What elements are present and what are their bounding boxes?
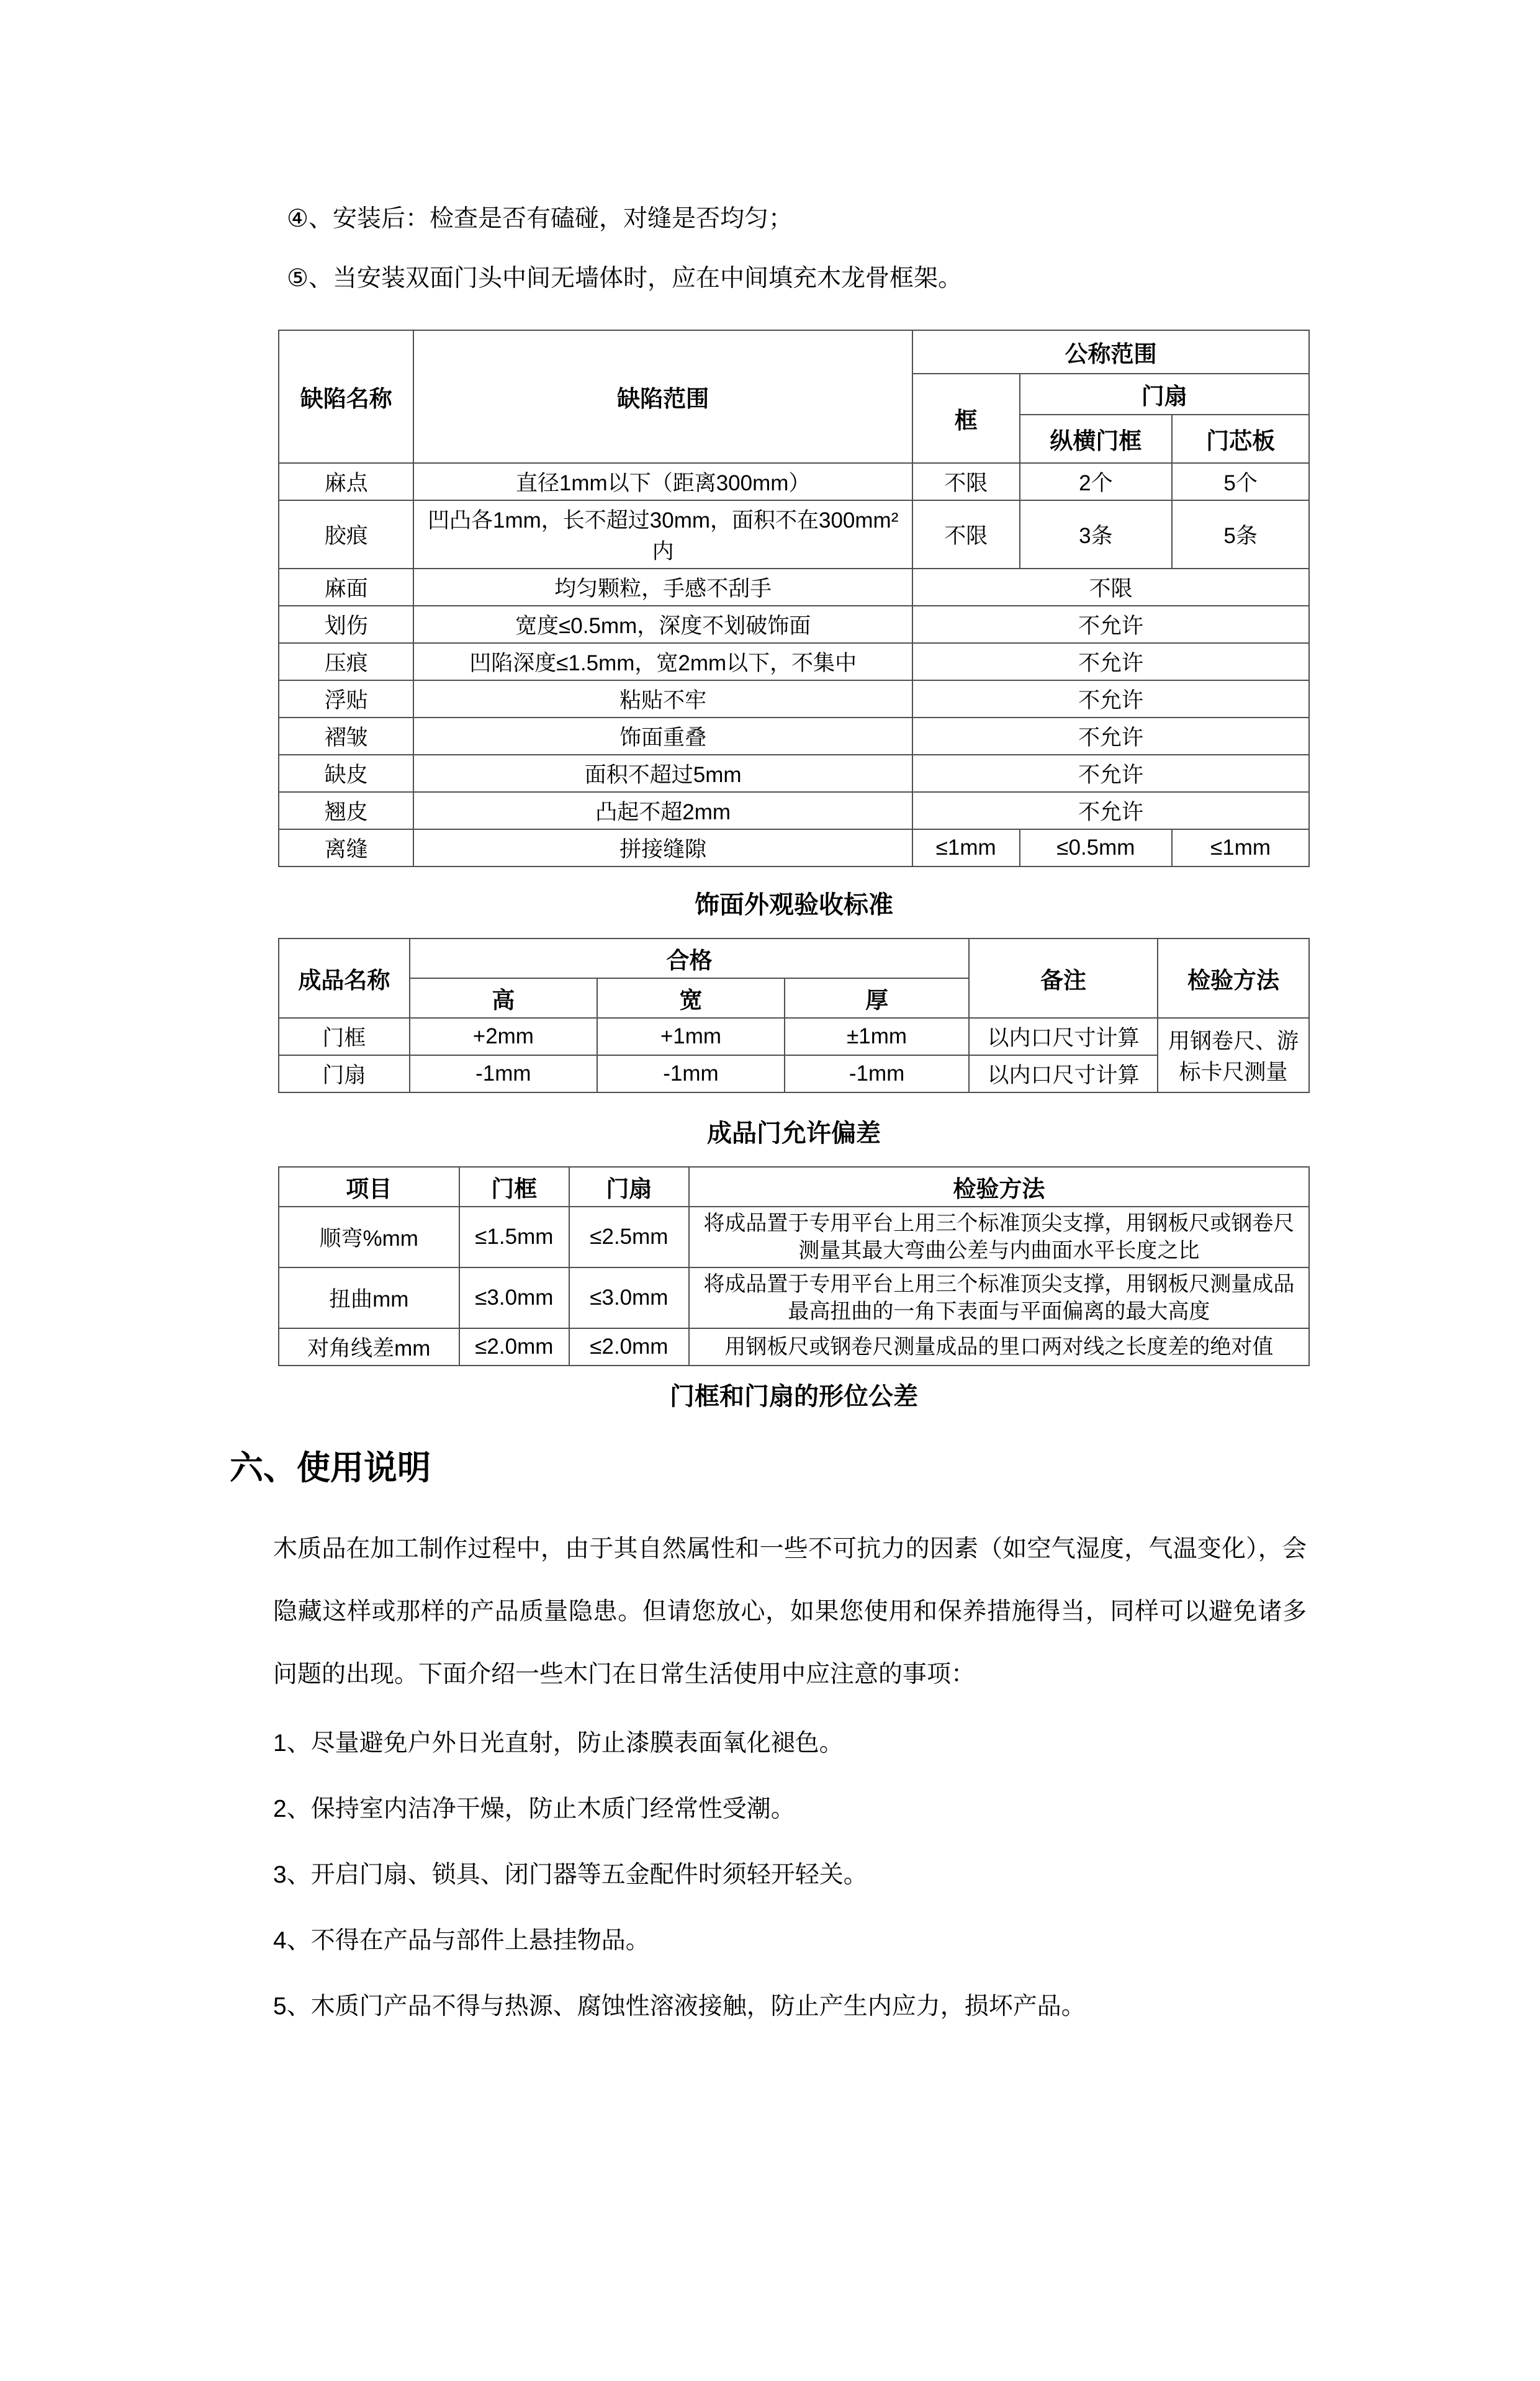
header-cell-door-frame: 门框 [459, 1167, 570, 1207]
table-row [279, 1207, 1309, 1267]
table-cell: 缺皮 [279, 755, 413, 792]
header-cell-thickness: 厚 [785, 978, 969, 1018]
table-cell: 压痕 [279, 643, 413, 680]
list-item: 4、不得在产品与部件上悬挂物品。 [273, 1927, 650, 1954]
table-row [279, 1018, 1309, 1055]
table-row [279, 829, 1309, 866]
table-cell: 宽度≤0.5mm，深度不划破饰面 [413, 606, 912, 643]
table-cell: ≤2.0mm [459, 1328, 570, 1366]
table-cell: -1mm [410, 1055, 597, 1092]
table-cell: 直径1mm以下（距离300mm） [413, 463, 912, 500]
table-cell: 不限 [912, 569, 1309, 606]
table-cell: ≤3.0mm [459, 1267, 570, 1328]
header-cell-core-panel: 门芯板 [1172, 415, 1309, 463]
table-row [279, 606, 1309, 643]
table-cell: 扭曲mm [279, 1267, 459, 1328]
table-cell: 不允许 [912, 718, 1309, 755]
table-cell: 2个 [1020, 463, 1173, 500]
table-cell: 翘皮 [279, 792, 413, 829]
table-row [279, 718, 1309, 755]
table-cell: 拼接缝隙 [413, 829, 912, 866]
table-row [279, 643, 1309, 680]
table-cell: 饰面重叠 [413, 718, 912, 755]
table-cell: ≤3.0mm [569, 1267, 689, 1328]
table-cell: ≤2.0mm [569, 1328, 689, 1366]
table-cell: 用钢卷尺、游标卡尺测量 [1158, 1018, 1309, 1092]
header-cell-vh-frame: 纵横门框 [1020, 415, 1173, 463]
table-cell: 不限 [912, 463, 1020, 500]
table-cell: 不允许 [912, 680, 1309, 718]
table-cell: ≤1mm [912, 829, 1020, 866]
table-cell: ±1mm [785, 1018, 969, 1055]
header-cell-nominal-range: 公称范围 [912, 330, 1309, 374]
deviation-table [278, 938, 1310, 1093]
table-cell: 划伤 [279, 606, 413, 643]
table-row [279, 792, 1309, 829]
table-cell: 不允许 [912, 606, 1309, 643]
table-cell: 门扇 [279, 1055, 410, 1092]
header-cell-product-name: 成品名称 [279, 938, 410, 1018]
table-cell: -1mm [785, 1055, 969, 1092]
usage-intro-paragraph: 木质品在加工制作过程中，由于其自然属性和一些不可抗力的因素（如空气湿度，气温变化），会隐藏这样或那样的产品质量隐患。但请您放心，如果您使用和保养措施得当，同样可以避免诸多问题的出现。下面介绍一些木门在日常生活使用中应注意的事项： [273, 1536, 1307, 1688]
table-cell: 不允许 [912, 643, 1309, 680]
table-cell: 将成品置于专用平台上用三个标准顶尖支撑，用钢板尺测量成品最高扭曲的一角下表面与平面偏离的最大高度 [689, 1267, 1309, 1328]
header-cell-defect-range: 缺陷范围 [413, 330, 912, 463]
table-cell: 不限 [912, 500, 1020, 569]
table-cell: 凸起不超2mm [413, 792, 912, 829]
table-cell: 不允许 [912, 792, 1309, 829]
header-cell-qualified: 合格 [410, 938, 969, 978]
table-cell: 3条 [1020, 500, 1173, 569]
table-cell: 麻点 [279, 463, 413, 500]
table-cell: 5个 [1172, 463, 1309, 500]
header-cell-door-leaf: 门扇 [1020, 374, 1309, 415]
header-cell-frame: 框 [912, 374, 1020, 463]
table-cell: 5条 [1172, 500, 1309, 569]
header-cell-height: 高 [410, 978, 597, 1018]
note-item-5: ⑤、当安装双面门头中间无墙体时，应在中间填充木龙骨框架。 [287, 265, 962, 292]
table-row [279, 755, 1309, 792]
header-cell-item: 项目 [279, 1167, 459, 1207]
table-row [279, 569, 1309, 606]
note-item-4: ④、安装后：检查是否有磕碰，对缝是否均匀； [287, 205, 793, 232]
table-cell: 将成品置于专用平台上用三个标准顶尖支撑，用钢板尺或钢卷尺测量其最大弯曲公差与内曲面水平长度之比 [689, 1207, 1309, 1267]
tables-section [278, 330, 1310, 1412]
table-row [279, 463, 1309, 500]
list-item: 3、开启门扇、锁具、闭门器等五金配件时须轻开轻关。 [273, 1861, 868, 1888]
table-row [279, 1267, 1309, 1328]
table-cell: 用钢板尺或钢卷尺测量成品的里口两对线之长度差的绝对值 [689, 1328, 1309, 1366]
section-title: 六、使用说明 [230, 1449, 431, 1487]
table-cell: 浮贴 [279, 680, 413, 718]
table-cell: -1mm [597, 1055, 785, 1092]
table-cell: 以内口尺寸计算 [969, 1018, 1158, 1055]
table-row [279, 680, 1309, 718]
table-cell: 不允许 [912, 755, 1309, 792]
list-item: 2、保持室内洁净干燥，防止木质门经常性受潮。 [273, 1796, 795, 1822]
table-cell: 麻面 [279, 569, 413, 606]
table-cell: 以内口尺寸计算 [969, 1055, 1158, 1092]
table-cell: ≤1mm [1172, 829, 1309, 866]
table-cell: 离缝 [279, 829, 413, 866]
header-cell-width: 宽 [597, 978, 785, 1018]
install-check-notes [287, 204, 1540, 294]
table-cell: +2mm [410, 1018, 597, 1055]
table-row [279, 1055, 1309, 1092]
defects-table [278, 330, 1310, 867]
header-cell-inspection-method: 检验方法 [689, 1167, 1309, 1207]
table-cell: 门框 [279, 1018, 410, 1055]
header-cell-inspection-method: 检验方法 [1158, 938, 1309, 1018]
table-cell: ≤1.5mm [459, 1207, 570, 1267]
header-cell-defect-name: 缺陷名称 [279, 330, 413, 463]
table-cell: 凹陷深度≤1.5mm，宽2mm以下，不集中 [413, 643, 912, 680]
list-item: 5、木质门产品不得与热源、腐蚀性溶液接触，防止产生内应力，损坏产品。 [273, 1993, 1086, 2020]
table-cell: 粘贴不牢 [413, 680, 912, 718]
table-cell: 顺弯%mm [279, 1207, 459, 1267]
table-cell: 褶皱 [279, 718, 413, 755]
table-cell: 凹凸各1mm，长不超过30mm，面积不在300mm²内 [413, 500, 912, 569]
defects-table-caption: 饰面外观验收标准 [695, 891, 893, 919]
header-cell-remark: 备注 [969, 938, 1158, 1018]
usage-notes-list [273, 1728, 1540, 2022]
tolerance-table [278, 1166, 1310, 1366]
table-cell: +1mm [597, 1018, 785, 1055]
table-cell: ≤2.5mm [569, 1207, 689, 1267]
list-item: 1、尽量避免户外日光直射，防止漆膜表面氧化褪色。 [273, 1730, 844, 1757]
table-cell: ≤0.5mm [1020, 829, 1173, 866]
deviation-table-caption: 成品门允许偏差 [707, 1120, 881, 1147]
table-cell: 胶痕 [279, 500, 413, 569]
table-row [279, 500, 1309, 569]
header-cell-door-leaf: 门扇 [569, 1167, 689, 1207]
table-cell: 对角线差mm [279, 1328, 459, 1366]
tolerance-table-caption: 门框和门扇的形位公差 [670, 1383, 918, 1410]
table-cell: 均匀颗粒，手感不刮手 [413, 569, 912, 606]
table-row [279, 1328, 1309, 1366]
table-cell: 面积不超过5mm [413, 755, 912, 792]
